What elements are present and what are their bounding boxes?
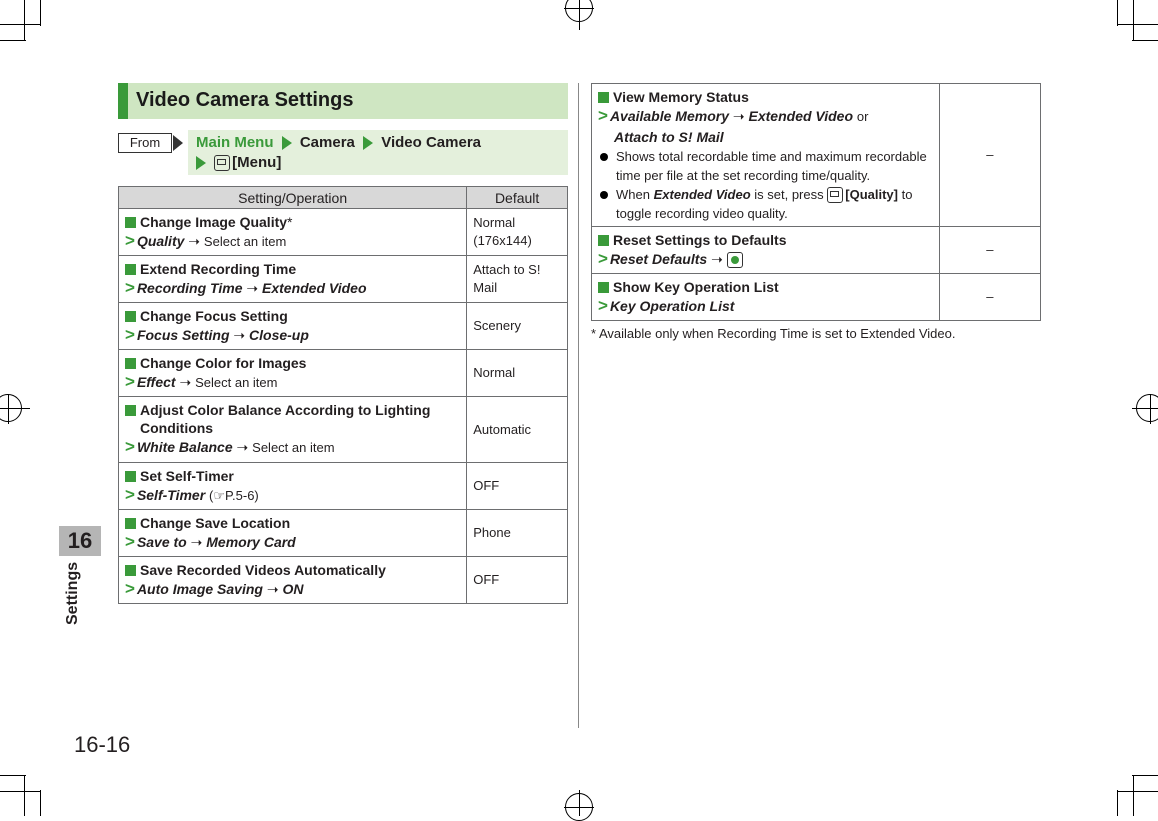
registration-mark (565, 0, 593, 22)
square-bullet-icon (125, 264, 136, 275)
row-path-3: Attach to S! Mail (614, 128, 724, 145)
section-title: Video Camera Settings (136, 89, 354, 111)
row-default: – (939, 84, 1040, 227)
registration-mark (565, 793, 593, 821)
note-text: is set, press (754, 186, 824, 202)
settings-table-right (591, 83, 1041, 321)
row-path-2: ON (282, 581, 304, 597)
setting-header: Setting/Operation (119, 187, 467, 209)
title-accent (118, 83, 128, 119)
square-bullet-icon (125, 471, 136, 482)
table-row (592, 274, 1041, 321)
crop-mark (24, 776, 25, 816)
row-title: Set Self-Timer (140, 467, 234, 484)
chevron-right-icon: > (125, 278, 135, 297)
menu-label: [Menu] (232, 154, 282, 171)
row-path-1: Focus Setting (136, 327, 230, 343)
column-divider (578, 83, 579, 728)
table-row: Change Image Quality* > Quality ➝ Select an item Normal (176x144) (119, 209, 568, 256)
chapter-number-tab: 16 (59, 526, 101, 556)
row-path-1: Recording Time (136, 280, 243, 296)
row-title: Adjust Color Balance According to Lighting Conditions (140, 402, 431, 436)
row-title: Save Recorded Videos Automatically (140, 562, 386, 578)
crop-mark (1117, 0, 1118, 26)
menu-path-line1 (196, 134, 481, 151)
square-bullet-icon (125, 518, 136, 529)
note-text: to toggle recording video quality. (616, 186, 913, 221)
table-row: Change Focus Setting > Focus Setting ➝ Close-up Scenery (119, 303, 568, 350)
square-bullet-icon (125, 565, 136, 576)
row-path-2: Memory Card (206, 534, 296, 550)
path-arrow-icon (196, 156, 206, 170)
crop-mark (1117, 24, 1158, 25)
crop-mark (1117, 790, 1118, 816)
center-key-icon (727, 252, 743, 268)
crop-mark (0, 24, 40, 25)
table-row: Reset Settings to Defaults > Reset Defaults ➝ – (592, 227, 1041, 274)
footnote: * Available only when Recording Time is set to Extended Video. (591, 326, 956, 341)
table-row: Change Save Location > Save to ➝ Memory Card Phone (119, 510, 568, 557)
registration-mark (1136, 394, 1158, 422)
square-bullet-icon (125, 405, 136, 416)
crop-mark (24, 0, 25, 40)
chevron-right-icon: > (125, 579, 135, 598)
row-title: Change Save Location (140, 515, 291, 531)
table-header-row (119, 187, 568, 209)
mail-key-icon (214, 155, 230, 171)
path-or: or (856, 108, 869, 124)
row-default: Normal (176x144) (467, 209, 568, 256)
chevron-right-icon: > (125, 371, 135, 391)
path-arrow-icon (282, 136, 292, 150)
crop-mark (40, 0, 41, 26)
table-row: View Memory Status > Available Memory ➝ Extended Video or Attach to S! Mail Shows total recordable time and maximum recordable time per file at the set recording time/quality. When Extended Video is set, press [Quality] to toggle recording video quality. – (592, 84, 1041, 227)
table-row: Extend Recording Time > Recording Time ➝ Extended Video Attach to S! Mail (119, 256, 568, 303)
crop-mark (1132, 775, 1158, 776)
video-camera-label: Video Camera (381, 134, 482, 151)
row-path-1: Save to (136, 534, 187, 550)
footnote-mark: * (287, 213, 293, 230)
row-title: Change Image Quality (140, 213, 288, 230)
square-bullet-icon (598, 235, 609, 246)
section-title-bar (118, 83, 568, 119)
menu-path (188, 130, 568, 175)
table-row (119, 463, 568, 510)
note-quality-toggle (598, 185, 939, 223)
chevron-right-icon: > (125, 437, 135, 456)
main-menu-label: Main Menu (196, 134, 274, 151)
navigation-path (118, 130, 568, 175)
row-title: Reset Settings to Defaults (613, 232, 787, 248)
row-default: OFF (467, 463, 568, 510)
path-arrow-icon (363, 136, 373, 150)
crop-mark (1133, 776, 1134, 816)
row-path-1: Available Memory (609, 107, 729, 124)
chevron-right-icon: > (598, 105, 608, 125)
crop-mark (1117, 791, 1158, 792)
row-path-1: Key Operation List (609, 298, 735, 314)
square-bullet-icon (125, 217, 136, 228)
note-text: When (616, 186, 650, 202)
row-default: – (939, 227, 1040, 274)
row-path-2: Select an item (195, 374, 278, 390)
from-label: From (118, 133, 172, 153)
row-path-1: Reset Defaults (609, 251, 708, 267)
row-title: View Memory Status (613, 88, 749, 105)
chevron-right-icon: > (598, 296, 608, 315)
chapter-label: Settings (64, 562, 81, 626)
row-path-1: Self-Timer (136, 486, 206, 503)
row-default: Attach to S! Mail (467, 256, 568, 303)
table-row: Save Recorded Videos Automatically > Auto Image Saving ➝ ON OFF (119, 557, 568, 604)
chevron-right-icon: > (125, 484, 135, 504)
chevron-right-icon: > (125, 325, 135, 344)
camera-label: Camera (299, 134, 355, 151)
row-default: Normal (467, 350, 568, 397)
crop-mark (0, 791, 40, 792)
square-bullet-icon (598, 92, 609, 103)
square-bullet-icon (598, 282, 609, 293)
crop-mark (1133, 0, 1134, 40)
row-title: Show Key Operation List (613, 279, 779, 295)
row-default: Phone (467, 510, 568, 557)
table-row: Adjust Color Balance According to Lighting Conditions > White Balance ➝ Select an item Automatic (119, 397, 568, 463)
row-default: – (939, 274, 1040, 321)
page-reference: (☞P.5-6) (209, 487, 259, 503)
chevron-right-icon: > (125, 532, 135, 551)
row-path-1: White Balance (136, 439, 233, 455)
crop-mark (40, 790, 41, 816)
mail-key-icon (827, 187, 843, 203)
row-title: Change Focus Setting (140, 308, 288, 324)
row-title: Extend Recording Time (140, 261, 297, 277)
row-path-2: Extended Video (748, 107, 854, 124)
menu-path-line2 (196, 154, 281, 171)
note-text: [Quality] (845, 186, 898, 202)
row-path-2: Close-up (249, 327, 309, 343)
square-bullet-icon (125, 311, 136, 322)
crop-mark (0, 40, 26, 41)
row-default: Scenery (467, 303, 568, 350)
row-title: Change Color for Images (140, 354, 307, 371)
chevron-right-icon: > (598, 249, 608, 268)
table-row: Change Color for Images > Effect ➝ Select an item Normal (119, 350, 568, 397)
row-path-2: Extended Video (262, 280, 367, 296)
row-path-2: Select an item (203, 233, 287, 249)
row-path-1: Effect (136, 373, 176, 390)
row-path-1: Auto Image Saving (136, 581, 263, 597)
square-bullet-icon (125, 358, 136, 369)
arrow-right-icon (173, 135, 183, 151)
registration-mark (0, 394, 22, 422)
page-number: 16-16 (74, 732, 131, 757)
row-default: OFF (467, 557, 568, 604)
note-memory-status: Shows total recordable time and maximum recordable time per file at the set recording time/quality. (598, 147, 939, 185)
crop-mark (1132, 40, 1158, 41)
row-default: Automatic (467, 397, 568, 463)
default-header: Default (467, 187, 568, 209)
note-text: Extended Video (653, 186, 751, 202)
chevron-right-icon: > (125, 230, 135, 250)
row-path-1: Quality (136, 232, 185, 249)
row-path-2: Select an item (252, 440, 335, 455)
settings-table-left (118, 186, 568, 604)
crop-mark (0, 775, 26, 776)
